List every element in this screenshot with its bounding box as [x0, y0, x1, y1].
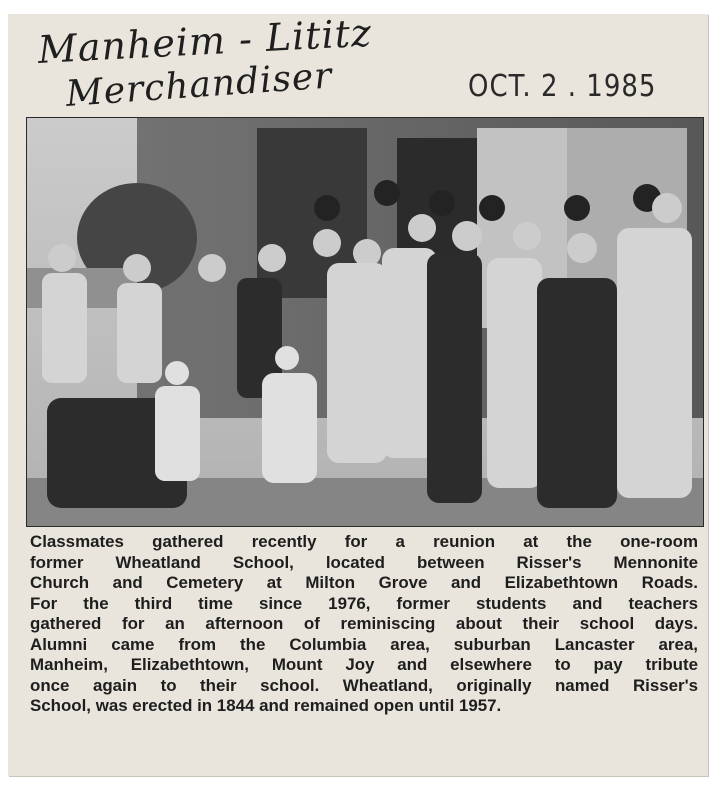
caption-line: For the third time since 1976, former students and teachers	[30, 593, 698, 613]
group-photo	[26, 117, 704, 527]
caption-line: School, was erected in 1844 and remained open until 1957.	[30, 696, 502, 715]
caption-line: former Wheatland School, located between Risser's Mennonite	[30, 552, 698, 572]
caption-line: Alumni came from the Columbia area, suburban Lancaster area,	[30, 634, 698, 654]
handwritten-line-2: Merchandiser	[64, 55, 334, 115]
photo-caption	[30, 532, 698, 717]
caption-line: Manheim, Elizabethtown, Mount Joy and elsewhere to pay tribute	[30, 655, 698, 674]
caption-line: gathered for an afternoon of reminiscing about their school days.	[30, 614, 698, 633]
caption-line: once again to their school. Wheatland, originally named Risser's	[30, 675, 698, 695]
date-stamp: OCT. 2 . 1985	[468, 69, 657, 105]
handwritten-line-1: Manheim - Lititz	[36, 10, 373, 72]
caption-line: Classmates gathered recently for a reunion at the one-room	[30, 532, 698, 551]
newspaper-clipping	[8, 10, 708, 776]
group-photo-image	[27, 118, 703, 526]
handwritten-source-note	[26, 10, 426, 132]
caption-line: Church and Cemetery at Milton Grove and Elizabethtown Roads.	[30, 573, 698, 592]
